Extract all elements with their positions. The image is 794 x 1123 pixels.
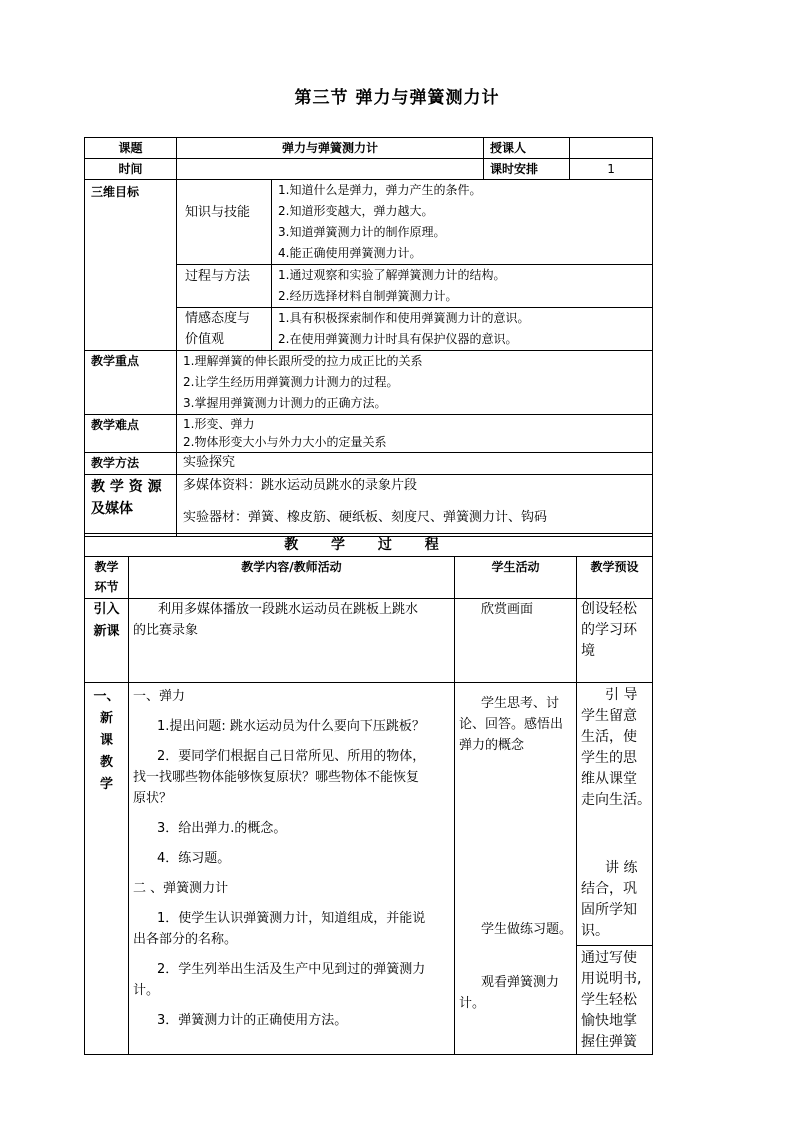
knowledge-item: 1.知道什么是弹力，弹力产生的条件。 (278, 183, 482, 197)
intent-line: 学生的思 (581, 750, 637, 766)
new-step-line: 教 (99, 755, 113, 770)
student-line: 计。 (459, 996, 486, 1011)
new-step-line: 新 (99, 711, 113, 726)
header-student: 学生活动 (455, 557, 577, 599)
intent-line: 维从课堂 (581, 771, 637, 787)
knowledge-item: 3.知道弹簧测力计的制作原理。 (278, 225, 446, 239)
student-line: 观看弹簧测力 (481, 975, 560, 990)
content-line: 找一找哪些物体能够恢复原状？哪些物体不能恢复 (133, 770, 420, 785)
intro-step-line: 引入 (93, 602, 120, 617)
intent-line: 生活，使 (581, 729, 637, 745)
content-line: 3．弹簧测力计的正确使用方法。 (157, 1013, 348, 1028)
teacher-value (570, 138, 653, 159)
key-point: 1.理解弹簧的伸长跟所受的拉力成正比的关系 (183, 354, 423, 368)
intent-line: 引 导 (605, 687, 638, 703)
new-student (455, 683, 577, 1055)
intro-intent-line: 创设轻松 (581, 601, 637, 617)
header-intent: 教学预设 (577, 557, 653, 599)
resources-label-line: 及媒体 (91, 501, 133, 517)
intent-line: 讲 练 (605, 860, 638, 876)
new-intent (577, 683, 653, 1055)
lesson-info-table (84, 137, 653, 537)
method-value: 实验探究 (177, 453, 653, 475)
knowledge-label: 知识与技能 (177, 180, 272, 265)
process-title: 教 学 过 程 (85, 534, 653, 557)
intro-intent (577, 599, 653, 683)
topic-label: 课题 (85, 138, 177, 159)
intro-content-line: 的比赛录象 (133, 623, 199, 638)
new-step (85, 683, 129, 1055)
teacher-label: 授课人 (484, 138, 570, 159)
intent-divider (577, 945, 652, 946)
resources-items (177, 475, 653, 537)
student-line: 论、回答。感悟出 (459, 717, 564, 732)
resources-label (85, 475, 177, 537)
content-line: 1．使学生认识弹簧测力计，知道组成，并能说 (157, 911, 426, 926)
intro-step-line: 新课 (93, 624, 120, 639)
header-content: 教学内容/教师活动 (129, 557, 455, 599)
emotion-item: 1.具有积极探索制作和使用弹簧测力计的意识。 (278, 311, 530, 325)
emotion-label-line: 价值观 (185, 332, 225, 347)
process-items (272, 265, 653, 308)
content-line: 4．练习题。 (157, 851, 231, 866)
difficulties-items (177, 415, 653, 453)
content-line: 1.提出问题: 跳水运动员为什么要向下压跳板？ (157, 719, 425, 734)
knowledge-item: 4.能正确使用弹簧测力计。 (278, 246, 422, 260)
key-points-items (177, 351, 653, 415)
student-line: 弹力的概念 (459, 738, 525, 753)
difficulties-label: 教学难点 (85, 415, 177, 453)
emotion-item: 2.在使用弹簧测力计时具有保护仪器的意识。 (278, 332, 518, 346)
content-line: 3．给出弹力.的概念。 (157, 821, 287, 836)
knowledge-item: 2.知道形变越大，弹力越大。 (278, 204, 434, 218)
emotion-label (177, 308, 272, 351)
content-line: 2．学生列举出生活及生产中见到过的弹簧测力 (157, 962, 426, 977)
multimedia: 多媒体资料：跳水运动员跳水的录象片段 (183, 478, 418, 493)
content-line: 计。 (133, 983, 160, 998)
intent-line: 走向生活。 (581, 792, 651, 808)
intent-line: 通过写使 (581, 950, 637, 966)
new-step-line: 课 (99, 733, 113, 748)
header-step-line: 环节 (94, 580, 119, 594)
section-heading: 一、弹力 (133, 689, 186, 704)
intent-line: 识。 (581, 923, 609, 939)
goals-label: 三维目标 (85, 180, 177, 351)
intro-intent-line: 境 (581, 643, 595, 659)
key-point: 2.让学生经历用弹簧测力计测力的过程。 (183, 375, 399, 389)
time-value (177, 159, 484, 180)
emotion-label-line: 情感态度与 (185, 311, 251, 326)
method-label: 教学方法 (85, 453, 177, 475)
intro-student: 欣赏画面 (455, 599, 577, 683)
new-step-line: 一、 (93, 689, 120, 704)
emotion-items (272, 308, 653, 351)
key-points-label: 教学重点 (85, 351, 177, 415)
process-item: 2.经历选择材料自制弹簧测力计。 (278, 289, 458, 303)
new-step-line: 学 (99, 777, 113, 792)
intent-line: 学生留意 (581, 708, 637, 724)
difficulty: 2.物体形变大小与外力大小的定量关系 (183, 435, 387, 449)
intro-content-line: 利用多媒体播放一段跳水运动员在跳板上跳水 (158, 602, 419, 617)
intro-step (85, 599, 129, 683)
page-title: 第三节 弹力与弹簧测力计 (294, 88, 500, 108)
periods-value: 1 (570, 159, 653, 180)
student-line: 学生思考、讨 (481, 696, 560, 711)
intent-line: 学生轻松 (581, 992, 637, 1008)
process-table (84, 533, 653, 1055)
resources-label-line: 教 学 资 源 (91, 479, 162, 495)
topic-value: 弹力与弹簧测力计 (177, 138, 484, 159)
equipment: 实验器材：弹簧、橡皮筋、硬纸板、刻度尺、弹簧测力计、钩码 (183, 510, 548, 525)
difficulty: 1.形变、弹力 (183, 417, 255, 431)
content-line: 原状？ (133, 791, 173, 806)
knowledge-items (272, 180, 653, 265)
header-step (85, 557, 129, 599)
time-label: 时间 (85, 159, 177, 180)
new-content (129, 683, 455, 1055)
intro-intent-line: 的学习环 (581, 622, 637, 638)
header-step-line: 教学 (94, 560, 119, 574)
content-line: 2．要同学们根据自己日常所见、所用的物体， (157, 749, 426, 764)
intent-line: 愉快地掌 (581, 1013, 637, 1029)
periods-label: 课时安排 (484, 159, 570, 180)
section-heading: 二 、弹簧测力计 (133, 881, 229, 896)
process-label: 过程与方法 (177, 265, 272, 308)
intent-line: 固所学知 (581, 902, 637, 918)
intent-line: 结合，巩 (581, 881, 637, 897)
intent-line: 用说明书, (581, 971, 642, 987)
student-line: 学生做练习题。 (481, 922, 573, 937)
intent-line: 握住弹簧 (581, 1034, 637, 1050)
process-item: 1.通过观察和实验了解弹簧测力计的结构。 (278, 268, 506, 282)
intro-content (129, 599, 455, 683)
content-line: 出各部分的名称。 (133, 932, 238, 947)
key-point: 3.掌握用弹簧测力计测力的正确方法。 (183, 396, 387, 410)
